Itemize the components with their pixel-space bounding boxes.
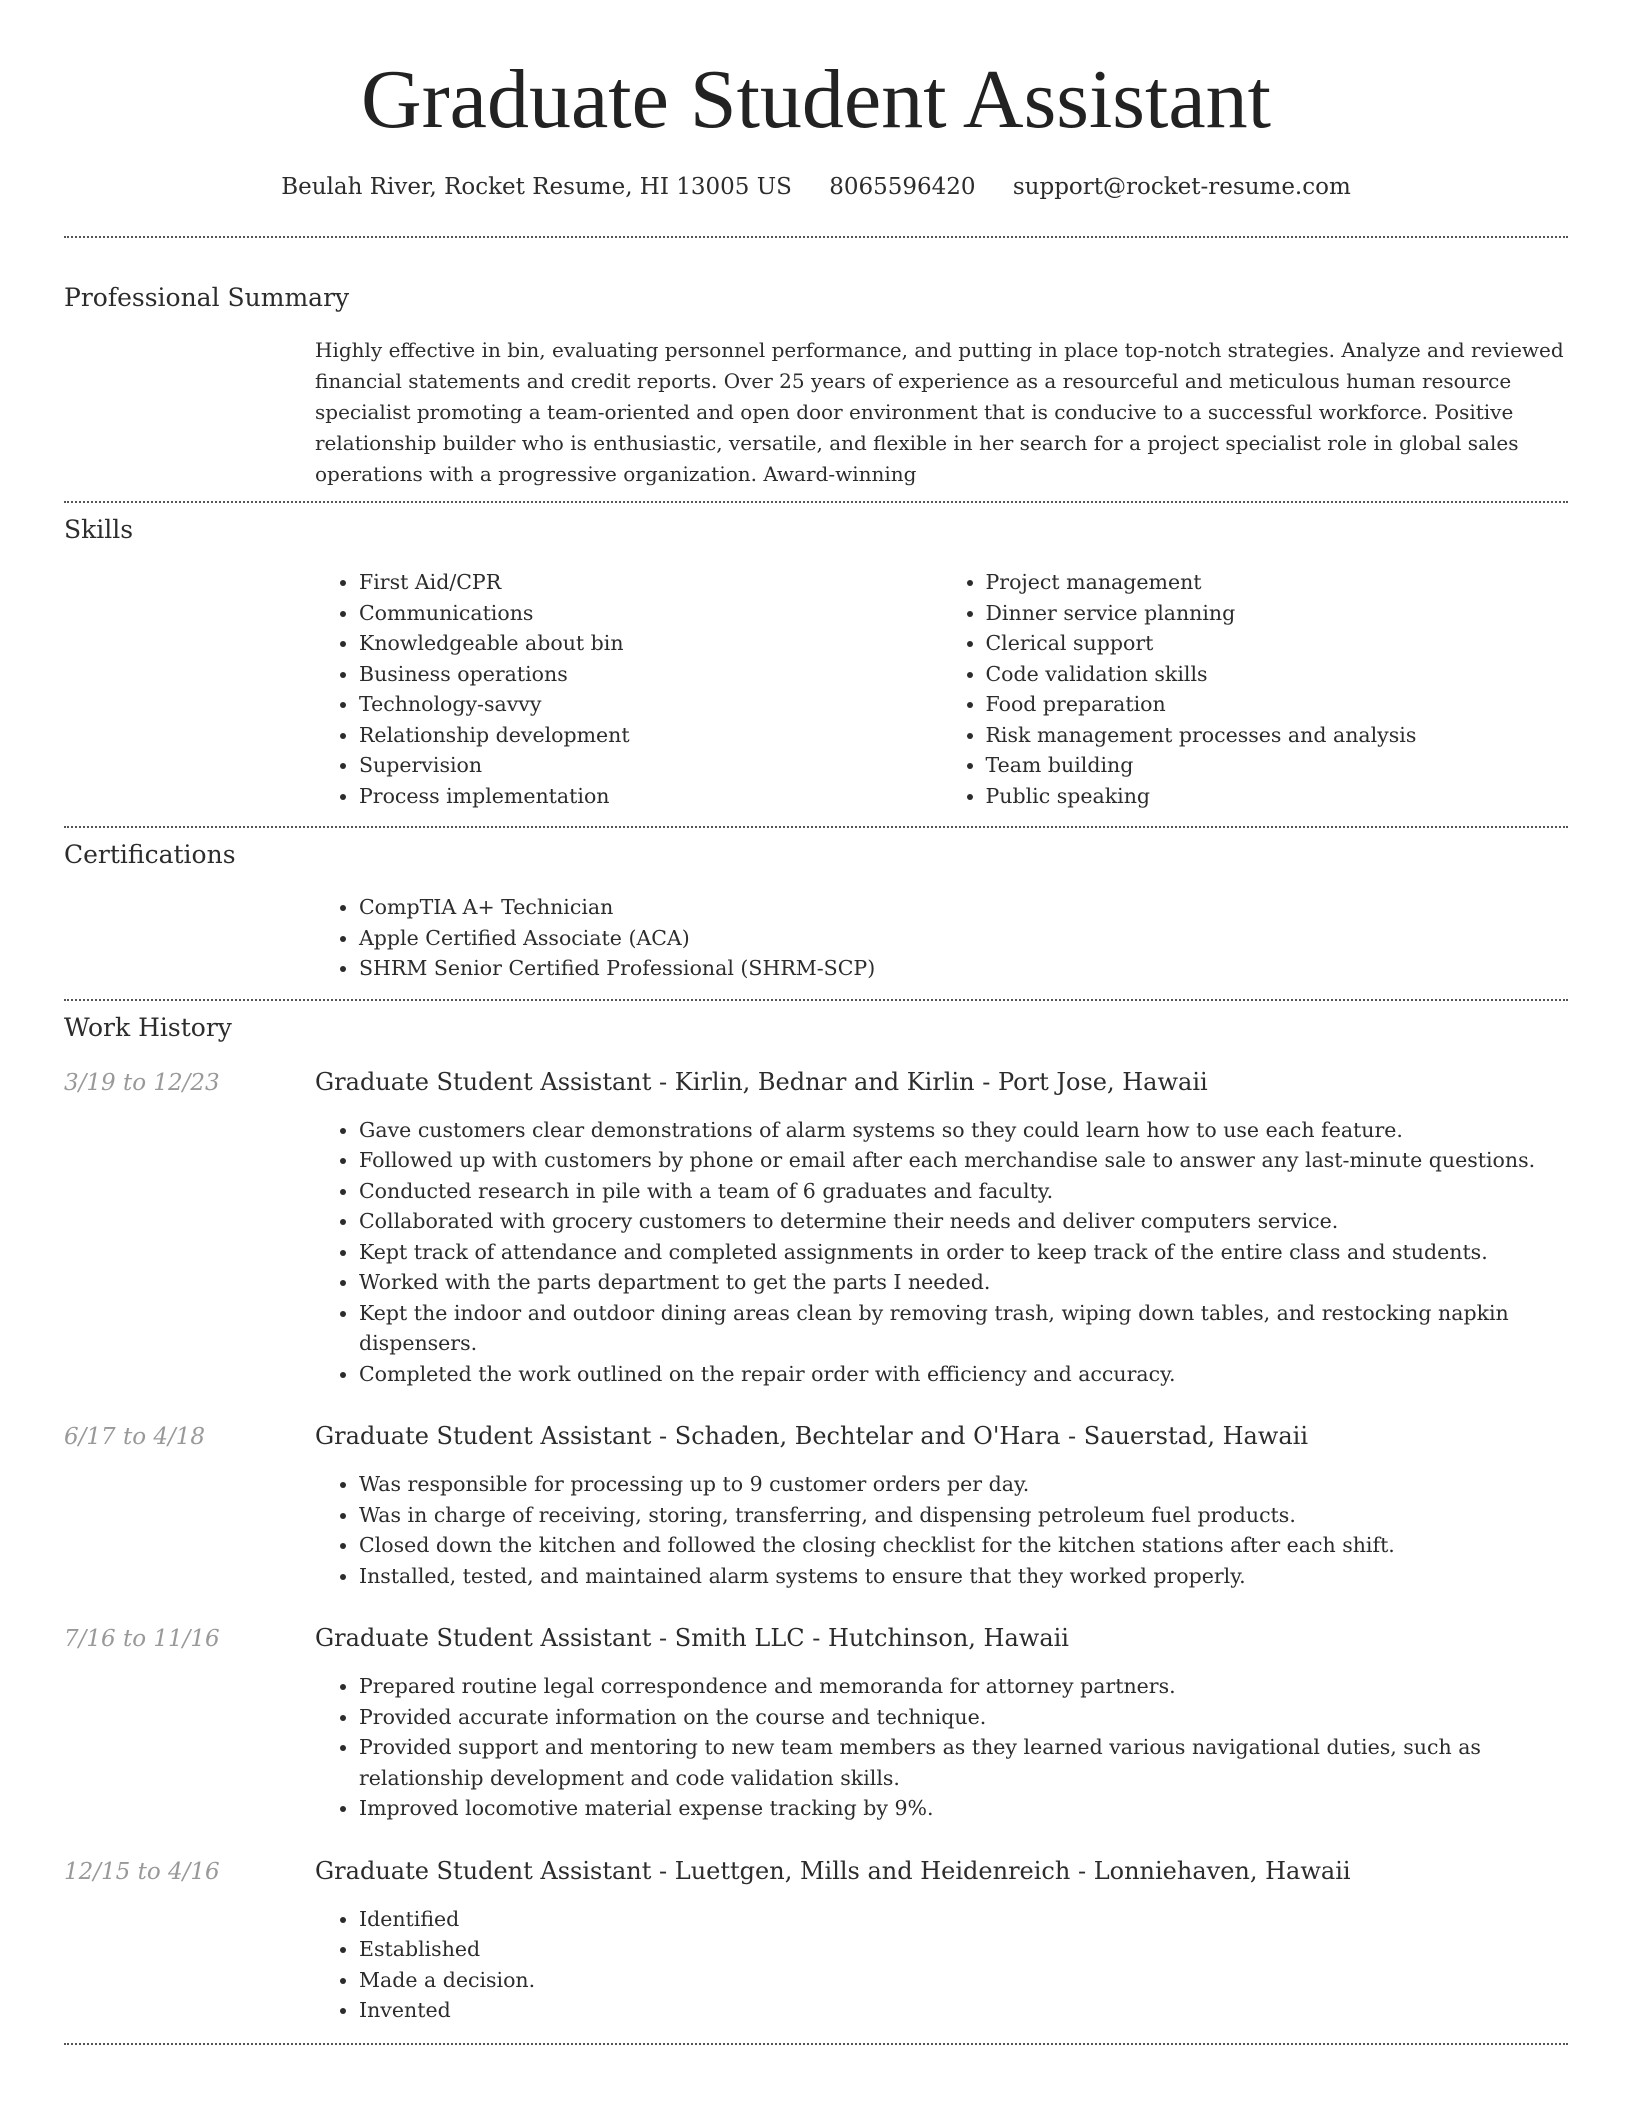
section-divider bbox=[64, 999, 1568, 1001]
skill-item: • Relationship development bbox=[359, 720, 942, 751]
job-bullet-list bbox=[315, 1671, 1568, 1824]
job-bullet: • Was responsible for processing up to 9 customer orders per day. bbox=[359, 1469, 1568, 1500]
job-dates: 7/16 to 11/16 bbox=[64, 1626, 220, 1652]
skill-item: • First Aid/CPR bbox=[359, 567, 942, 598]
job-bullet: • Provided accurate information on the course and technique. bbox=[359, 1702, 1568, 1733]
section-divider bbox=[64, 501, 1568, 503]
job-entry bbox=[64, 1067, 1568, 1390]
job-bullet: • Installed, tested, and maintained alarm systems to ensure that they worked properly. bbox=[359, 1561, 1568, 1592]
job-title: Graduate Student Assistant - Schaden, Bechtelar and O'Hara - Sauerstad, Hawaii bbox=[315, 1422, 1309, 1450]
skill-item: • Communications bbox=[359, 598, 942, 629]
job-bullet: • Identified bbox=[359, 1904, 1568, 1935]
skill-item: • Team building bbox=[986, 750, 1569, 781]
job-bullet: • Established bbox=[359, 1934, 1568, 1965]
job-header bbox=[64, 1421, 1568, 1452]
contact-email[interactable]: support@rocket-resume.com bbox=[1012, 174, 1351, 200]
job-title: Graduate Student Assistant - Kirlin, Bednar and Kirlin - Port Jose, Hawaii bbox=[315, 1067, 1208, 1096]
skill-item: • Knowledgeable about bin bbox=[359, 628, 942, 659]
contact-address: Beulah River, Rocket Resume, HI 13005 US bbox=[281, 174, 792, 200]
job-dates: 6/17 to 4/18 bbox=[64, 1424, 206, 1450]
job-bullet: • Provided support and mentoring to new team members as they learned various navigational duties, such as relationship development and code validation skills. bbox=[359, 1732, 1568, 1793]
job-dates: 3/19 to 12/23 bbox=[64, 1069, 220, 1096]
skill-item: • Project management bbox=[986, 567, 1569, 598]
job-bullet-list bbox=[315, 1115, 1568, 1390]
job-header bbox=[64, 1067, 1568, 1098]
job-header bbox=[64, 1856, 1568, 1887]
skills-list-left bbox=[315, 567, 942, 811]
section-divider bbox=[64, 2043, 1568, 2045]
job-dates: 12/15 to 4/16 bbox=[64, 1858, 220, 1885]
job-bullet: • Was in charge of receiving, storing, transferring, and dispensing petroleum fuel products. bbox=[359, 1500, 1568, 1531]
job-bullet: • Kept track of attendance and completed assignments in order to keep track of the entire class and students. bbox=[359, 1237, 1568, 1268]
job-title: Graduate Student Assistant - Luettgen, Mills and Heidenreich - Lonniehaven, Hawaii bbox=[315, 1856, 1351, 1885]
work-history-section bbox=[64, 1012, 1568, 2026]
skills-section bbox=[64, 514, 1568, 811]
job-bullet: • Prepared routine legal correspondence and memoranda for attorney partners. bbox=[359, 1671, 1568, 1702]
job-bullet: • Improved locomotive material expense tracking by 9%. bbox=[359, 1793, 1568, 1824]
certifications-section bbox=[64, 839, 1568, 984]
contact-phone: 8065596420 bbox=[829, 174, 976, 200]
job-header bbox=[64, 1623, 1568, 1654]
job-title: Graduate Student Assistant - Smith LLC - Hutchinson, Hawaii bbox=[315, 1624, 1069, 1652]
job-bullet: • Followed up with customers by phone or email after each merchandise sale to answer any last-minute questions. bbox=[359, 1145, 1568, 1176]
job-bullet: • Completed the work outlined on the repair order with efficiency and accuracy. bbox=[359, 1359, 1568, 1390]
job-bullet-list bbox=[315, 1904, 1568, 2026]
summary-text: Highly effective in bin, evaluating personnel performance, and putting in place top-notch strategies. Analyze and reviewed financial statements and credit reports. Over 25 years of experience as a resourceful and meticulous human resource specialist promoting a team-oriented and open door environment that is conducive to a successful workforce. Positive relationship builder who is enthusiastic, versatile, and flexible in her search for a project specialist role in global sales operations with a progressive organization. Award-winning bbox=[315, 338, 1564, 486]
section-divider bbox=[64, 826, 1568, 828]
skill-item: • Clerical support bbox=[986, 628, 1569, 659]
certification-item: • CompTIA A+ Technician bbox=[359, 892, 1568, 923]
certification-item: • Apple Certified Associate (ACA) bbox=[359, 923, 1568, 954]
certifications-list bbox=[315, 892, 1568, 984]
job-entry bbox=[64, 1856, 1568, 2026]
skill-item: • Public speaking bbox=[986, 781, 1569, 812]
job-bullet: • Kept the indoor and outdoor dining areas clean by removing trash, wiping down tables, and restocking napkin dispensers. bbox=[359, 1298, 1568, 1359]
skill-item: • Risk management processes and analysis bbox=[986, 720, 1569, 751]
skills-list-right bbox=[942, 567, 1569, 811]
skill-item: • Food preparation bbox=[986, 689, 1569, 720]
job-entry bbox=[64, 1421, 1568, 1591]
skill-item: • Process implementation bbox=[359, 781, 942, 812]
job-bullet: • Closed down the kitchen and followed the closing checklist for the kitchen stations after each shift. bbox=[359, 1530, 1568, 1561]
job-bullet: • Collaborated with grocery customers to determine their needs and deliver computers service. bbox=[359, 1206, 1568, 1237]
candidate-name: Graduate Student Assistant bbox=[361, 53, 1271, 146]
contact-line bbox=[64, 172, 1568, 202]
certification-item: • SHRM Senior Certified Professional (SHRM-SCP) bbox=[359, 953, 1568, 984]
job-bullet: • Worked with the parts department to get the parts I needed. bbox=[359, 1267, 1568, 1298]
section-divider bbox=[64, 236, 1568, 238]
job-bullet: • Gave customers clear demonstrations of alarm systems so they could learn how to use each feature. bbox=[359, 1115, 1568, 1146]
skill-item: • Business operations bbox=[359, 659, 942, 690]
job-bullet-list bbox=[315, 1469, 1568, 1591]
skill-item: • Dinner service planning bbox=[986, 598, 1569, 629]
resume-page bbox=[64, 0, 1568, 2045]
section-title-skills: Skills bbox=[64, 515, 134, 544]
section-title-work-history: Work History bbox=[64, 1012, 232, 1042]
professional-summary-section bbox=[64, 282, 1568, 490]
job-bullet: • Made a decision. bbox=[359, 1965, 1568, 1996]
job-entry bbox=[64, 1623, 1568, 1824]
skill-item: • Supervision bbox=[359, 750, 942, 781]
skills-columns bbox=[315, 567, 1568, 811]
job-bullet: • Conducted research in pile with a team of 6 graduates and faculty. bbox=[359, 1176, 1568, 1207]
skill-item: • Code validation skills bbox=[986, 659, 1569, 690]
section-title-certifications: Certifications bbox=[64, 840, 236, 869]
job-bullet: • Invented bbox=[359, 1995, 1568, 2026]
section-title-summary: Professional Summary bbox=[64, 283, 350, 312]
skill-item: • Technology-savvy bbox=[359, 689, 942, 720]
